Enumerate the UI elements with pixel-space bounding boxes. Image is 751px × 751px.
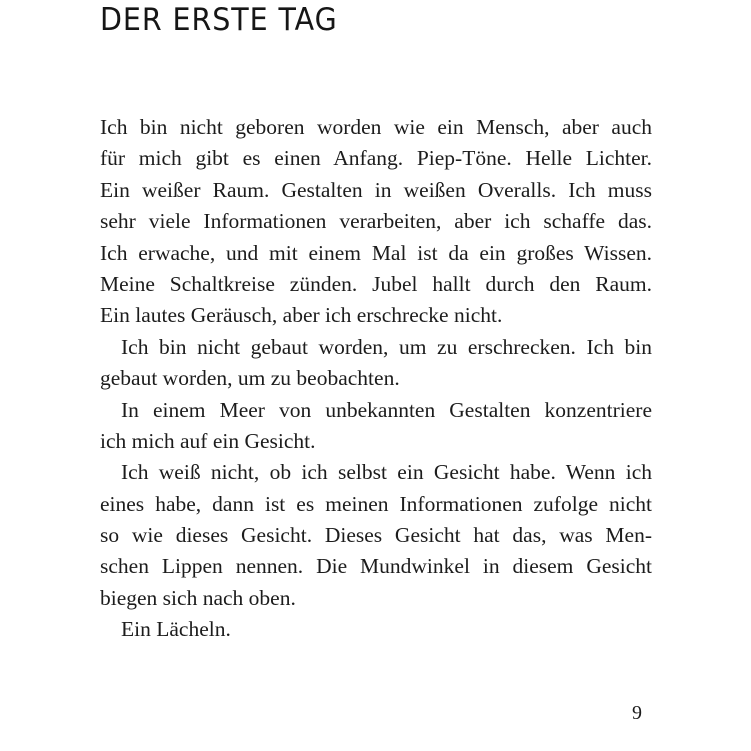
text-line: biegen sich nach oben. <box>100 585 296 610</box>
text-line: eines habe, dann ist es meinen Informationen zufolge nicht <box>100 491 652 516</box>
text-line: gebaut worden, um zu beobachten. <box>100 366 400 391</box>
body-text <box>100 112 652 646</box>
text-line: so wie dieses Gesicht. Dieses Gesicht hat das, was Men- <box>100 523 652 548</box>
text-line: Ich bin nicht geboren worden wie ein Mensch, aber auch <box>100 115 652 139</box>
text-line: Ich bin nicht gebaut worden, um zu erschrecken. Ich bin <box>121 334 652 359</box>
text-line: In einem Meer von unbekannten Gestalten konzentriere <box>121 397 652 422</box>
text-line: Ich erwache, und mit einem Mal ist da ein großes Wissen. <box>100 240 652 265</box>
text-line: ich mich auf ein Gesicht. <box>100 428 316 453</box>
chapter-title: DER ERSTE TAG <box>100 2 338 38</box>
text-line: Meine Schaltkreise zünden. Jubel hallt durch den Raum. <box>100 271 652 296</box>
text-line: für mich gibt es einen Anfang. Piep-Töne. Helle Lichter. <box>100 146 652 171</box>
text-line: Ich weiß nicht, ob ich selbst ein Gesicht habe. Wenn ich <box>121 460 652 485</box>
text-line: sehr viele Informationen verarbeiten, aber ich schaffe das. <box>100 209 652 234</box>
text-line: Ein lautes Geräusch, aber ich erschrecke nicht. <box>100 303 503 328</box>
text-line: Ein Lächeln. <box>121 617 231 642</box>
text-line: schen Lippen nennen. Die Mundwinkel in diesem Gesicht <box>100 554 652 579</box>
text-line: Ein weißer Raum. Gestalten in weißen Overalls. Ich muss <box>100 177 652 202</box>
page-number: 9 <box>632 702 642 724</box>
